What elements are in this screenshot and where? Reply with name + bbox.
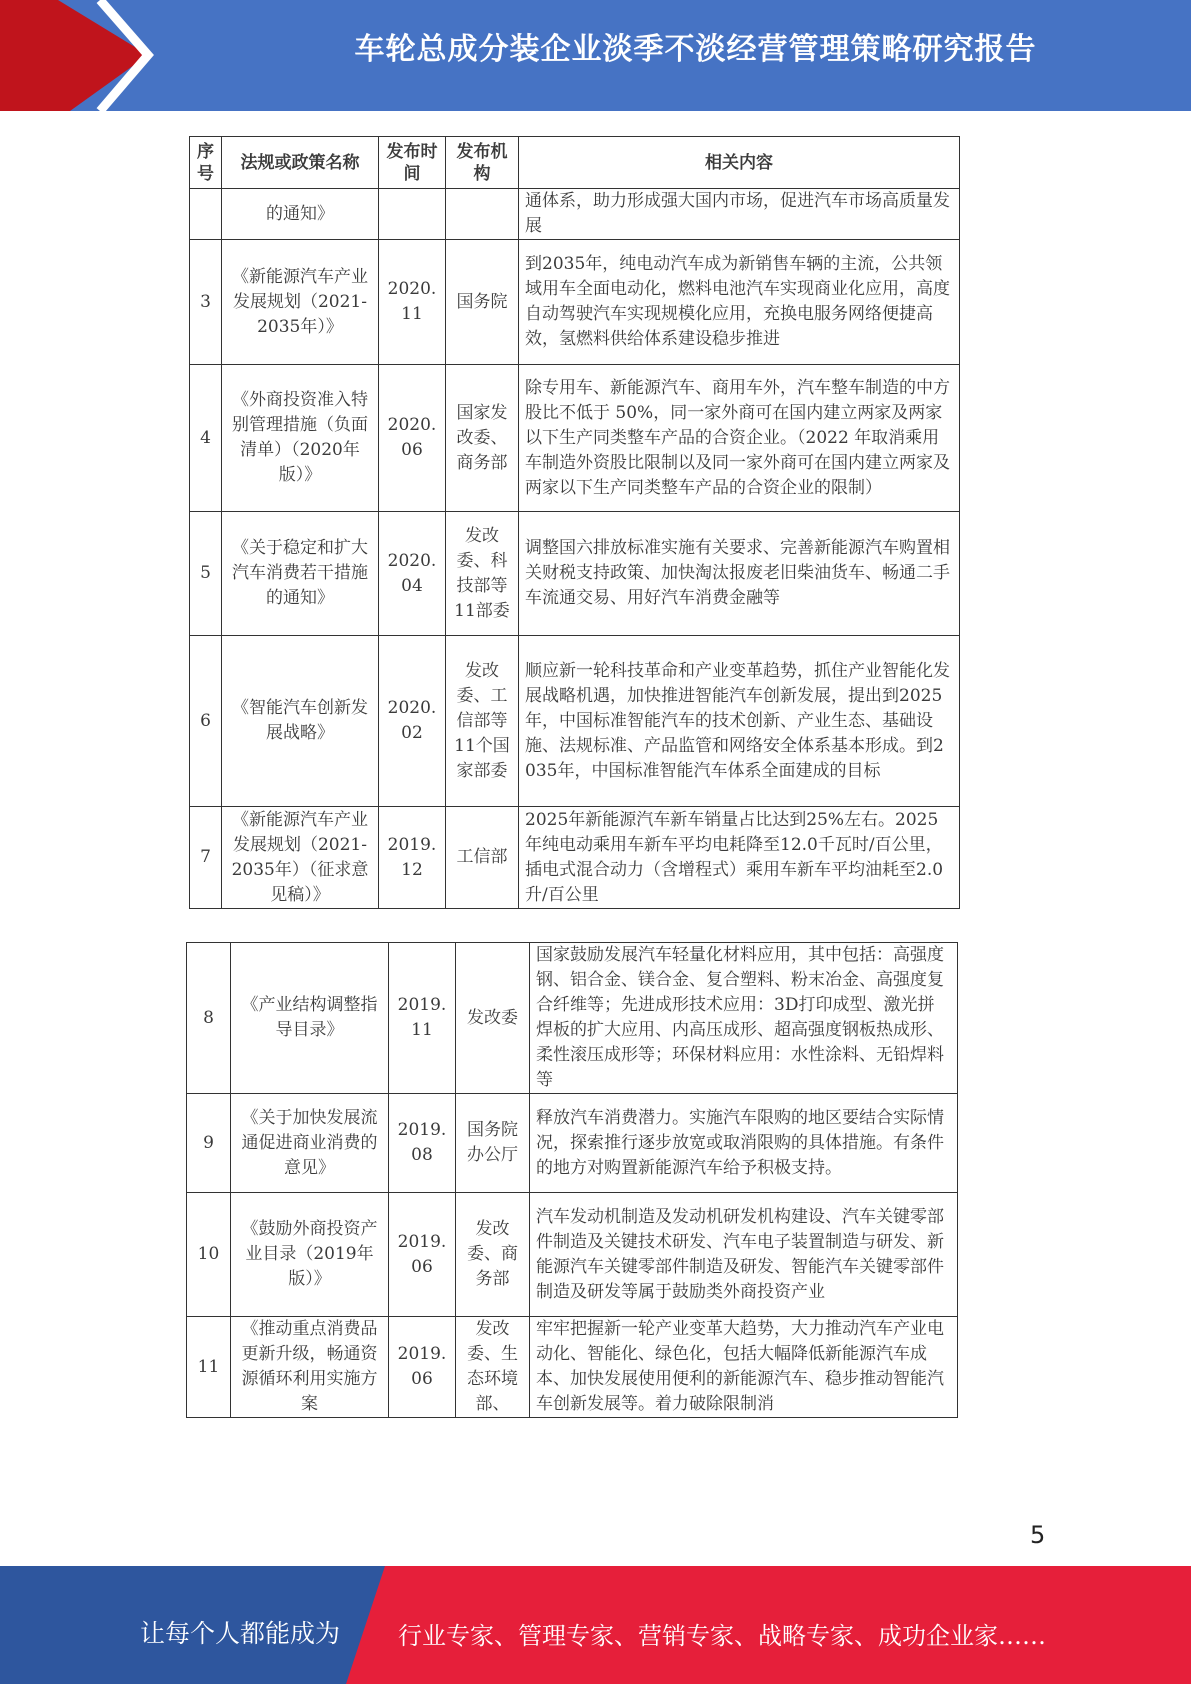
cell-time: 2019.06	[389, 1317, 456, 1418]
cell-no: 10	[187, 1193, 231, 1317]
header-name: 法规或政策名称	[222, 137, 379, 189]
page-number: 5	[1030, 1521, 1046, 1549]
cell-content: 2025年新能源汽车新车销量占比达到25%左右。2025年纯电动乘用车新车平均电耗降至12.0千瓦时/百公里，插电式混合动力（含增程式）乘用车新车平均油耗至2.0升/百公里	[519, 807, 960, 909]
cell-org: 发改委、商务部	[456, 1193, 530, 1317]
cell-name: 《外商投资准入特别管理措施（负面清单）（2020年版）》	[222, 365, 379, 512]
table-row-continuation	[190, 189, 960, 240]
cell-content: 国家鼓励发展汽车轻量化材料应用，其中包括：高强度钢、铝合金、镁合金、复合塑料、粉末冶金、高强度复合纤维等；先进成形技术应用：3D打印成型、激光拼焊板的扩大应用、内高压成形、超高强度钢板热成形、柔性滚压成形等；环保材料应用：水性涂料、无铅焊料等	[530, 943, 958, 1094]
cell-name: 《新能源汽车产业发展规划（2021-2035年）》	[222, 240, 379, 365]
cell-org: 发改委、科技部等11部委	[446, 512, 519, 636]
cell-content: 除专用车、新能源汽车、商用车外，汽车整车制造的中方股比不低于 50%，同一家外商可在国内建立两家及两家以下生产同类整车产品的合资企业。（2022 年取消乘用车制造外资股比限制以及同一家外商可在国内建立两家及两家以下生产同类整车产品的合资企业的限制）	[519, 365, 960, 512]
cell-time: 2019.06	[389, 1193, 456, 1317]
cell-content: 调整国六排放标准实施有关要求、完善新能源汽车购置相关财税支持政策、加快淘汰报废老旧柴油货车、畅通二手车流通交易、用好汽车消费金融等	[519, 512, 960, 636]
cell-no: 5	[190, 512, 222, 636]
header-time: 发布时间	[379, 137, 446, 189]
cell-no: 8	[187, 943, 231, 1094]
cell-no: 6	[190, 636, 222, 807]
table-row	[187, 1094, 958, 1193]
cell-name: 《产业结构调整指导目录》	[231, 943, 389, 1094]
table-row	[187, 943, 958, 1094]
cell-time: 2019.11	[389, 943, 456, 1094]
cell-name: 的通知》	[222, 189, 379, 240]
cell-content: 汽车发动机制造及发动机研发机构建设、汽车关键零部件制造及关键技术研发、汽车电子装置制造与研发、新能源汽车关键零部件制造及研发、智能汽车关键零部件制造及研发等属于鼓励类外商投资产业	[530, 1193, 958, 1317]
table-row	[190, 240, 960, 365]
cell-no: 3	[190, 240, 222, 365]
cell-no	[190, 189, 222, 240]
cell-time: 2019.08	[389, 1094, 456, 1193]
header-org: 发布机构	[446, 137, 519, 189]
cell-name: 《推动重点消费品更新升级，畅通资源循环利用实施方案	[231, 1317, 389, 1418]
cell-org	[446, 189, 519, 240]
table-row	[187, 1317, 958, 1418]
cell-no: 9	[187, 1094, 231, 1193]
table-row	[187, 1193, 958, 1317]
cell-content: 释放汽车消费潜力。实施汽车限购的地区要结合实际情况，探索推行逐步放宽或取消限购的具体措施。有条件的地方对购置新能源汽车给予积极支持。	[530, 1094, 958, 1193]
cell-org: 发改委、工信部等11个国家部委	[446, 636, 519, 807]
cell-time: 2020.06	[379, 365, 446, 512]
cell-name: 《鼓励外商投资产业目录（2019年版）》	[231, 1193, 389, 1317]
table-row	[190, 512, 960, 636]
table-row	[190, 365, 960, 512]
cell-org: 国务院	[446, 240, 519, 365]
cell-content: 到2035年，纯电动汽车成为新销售车辆的主流，公共领域用车全面电动化，燃料电池汽车实现商业化应用，高度自动驾驶汽车实现规模化应用，充换电服务网络便捷高效，氢燃料供给体系建设稳步推进	[519, 240, 960, 365]
cell-name: 《关于加快发展流通促进商业消费的意见》	[231, 1094, 389, 1193]
cell-time: 2019.12	[379, 807, 446, 909]
cell-org: 发改委	[456, 943, 530, 1094]
cell-org: 国务院办公厅	[456, 1094, 530, 1193]
header-content: 相关内容	[519, 137, 960, 189]
policy-table-part2	[186, 942, 958, 1418]
cell-name: 《智能汽车创新发展战略》	[222, 636, 379, 807]
cell-time: 2020.11	[379, 240, 446, 365]
cell-time: 2020.04	[379, 512, 446, 636]
footer-slogan-right: 行业专家、管理专家、营销专家、战略专家、成功企业家……	[398, 1622, 1046, 1650]
cell-name: 《新能源汽车产业发展规划（2021-2035年）（征求意见稿）》	[222, 807, 379, 909]
table-header-row	[190, 137, 960, 189]
cell-content: 牢牢把握新一轮产业变革大趋势，大力推动汽车产业电动化、智能化、绿色化，包括大幅降低新能源汽车成本、加快发展使用便利的新能源汽车、稳步推动智能汽车创新发展等。着力破除限制消	[530, 1317, 958, 1418]
cell-org: 工信部	[446, 807, 519, 909]
cell-name: 《关于稳定和扩大汽车消费若干措施的通知》	[222, 512, 379, 636]
policy-table-part1	[189, 136, 960, 909]
cell-no: 11	[187, 1317, 231, 1418]
page-header	[0, 0, 1191, 111]
cell-no: 4	[190, 365, 222, 512]
cell-content: 通体系，助力形成强大国内市场，促进汽车市场高质量发展	[519, 189, 960, 240]
footer-slogan-left: 让每个人都能成为	[140, 1619, 341, 1648]
report-title: 车轮总成分装企业淡季不淡经营管理策略研究报告	[354, 32, 1037, 67]
cell-org: 发改委、生态环境部、	[456, 1317, 530, 1418]
table-row	[190, 636, 960, 807]
cell-time: 2020.02	[379, 636, 446, 807]
cell-no: 7	[190, 807, 222, 909]
cell-org: 国家发改委、商务部	[446, 365, 519, 512]
cell-content: 顺应新一轮科技革命和产业变革趋势，抓住产业智能化发展战略机遇，加快推进智能汽车创新发展，提出到2025年，中国标准智能汽车的技术创新、产业生态、基础设施、法规标准、产品监管和网络安全体系基本形成。到2035年，中国标准智能汽车体系全面建成的目标	[519, 636, 960, 807]
header-no: 序号	[190, 137, 222, 189]
table-row	[190, 807, 960, 909]
cell-time	[379, 189, 446, 240]
